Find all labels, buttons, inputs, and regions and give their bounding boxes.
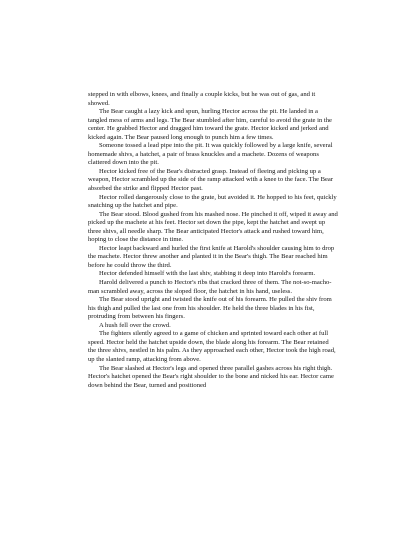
paragraph: Someone tossed a lead pipe into the pit. It was quickly followed by a large knife, several homemade shivs, a hatchet, a pair of brass knuckles and a machete. Dozens of weapons clattered down into the pit. — [88, 142, 333, 167]
paragraph: The Bear slashed at Hector's legs and opened three parallel gashes across his right thigh. Hector's hatchet opened the Bear's right shoulder to the bone and nicked his ear. Hector came down behind the Bear, turned and positioned — [88, 364, 334, 389]
paragraph: A hush fell over the crowd. — [99, 321, 171, 329]
paragraph: Hector leapt backward and hurled the first knife at Harold's shoulder causing him to drop the machete. Hector threw another and planted it in the Bear's thigh. The Bear reached him before he could throw the third. — [88, 244, 335, 269]
paragraph: The Bear caught a lazy kick and spun, hurling Hector across the pit. He landed in a tangled mess of arms and legs. The Bear stumbled after him, careful to avoid the grate in the center. He grabbed Hector and dragged him toward the grate. Hector kicked and jerked and kicked again. The Bear paused long enough to punch him a few times. — [88, 108, 332, 141]
paragraph: Hector rolled dangerously close to the grate, but avoided it. He hopped to his feet, quickly snatching up the hatchet and pipe. — [88, 193, 337, 210]
paragraph: The Bear stood upright and twisted the knife out of his forearm. He pulled the shiv from his thigh and pulled the last one from his shoulder. He held the three blades in his fist, protruding from between his fingers. — [88, 296, 332, 321]
paragraph: Hector defended himself with the last shiv, stabbing it deep into Harold's forearm. — [99, 270, 316, 278]
paragraph: stepped in with elbows, knees, and finally a couple kicks, but he was out of gas, and it showed. — [88, 91, 316, 107]
paragraph: The fighters silently agreed to a game of chicken and sprinted toward each other at full speed. Hector held the hatchet upside down, the blade along his forearm. The Bear retained the three shivs, nestled in his palm. As they approached each other, Hector took the high road, up the slanted ramp, attacking from above. — [88, 330, 336, 363]
paragraph: Hector kicked free of the Bear's distracted grasp. Instead of fleeing and picking up a weapon, Hector scrambled up the side of the ramp attacked with a knee to the face. The Bear absorbed the strike and flipped Hector past. — [88, 167, 334, 193]
paragraph: Harold delivered a punch to Hector's ribs that cracked three of them. The not-so-macho-man scrambled away, across the sloped floor, the hatchet in his hand, useless. — [88, 279, 332, 295]
body-text — [88, 91, 338, 390]
paragraph: The Bear stood. Blood gushed from his mashed nose. He pinched it off, wiped it away and picked up the machete at his feet. Hector set down the pipe, kept the hatchet and swept up three shivs, all needle sharp. The Bear anticipated Hector's attack and rushed toward him, hoping to close the distance in time. — [88, 210, 338, 244]
